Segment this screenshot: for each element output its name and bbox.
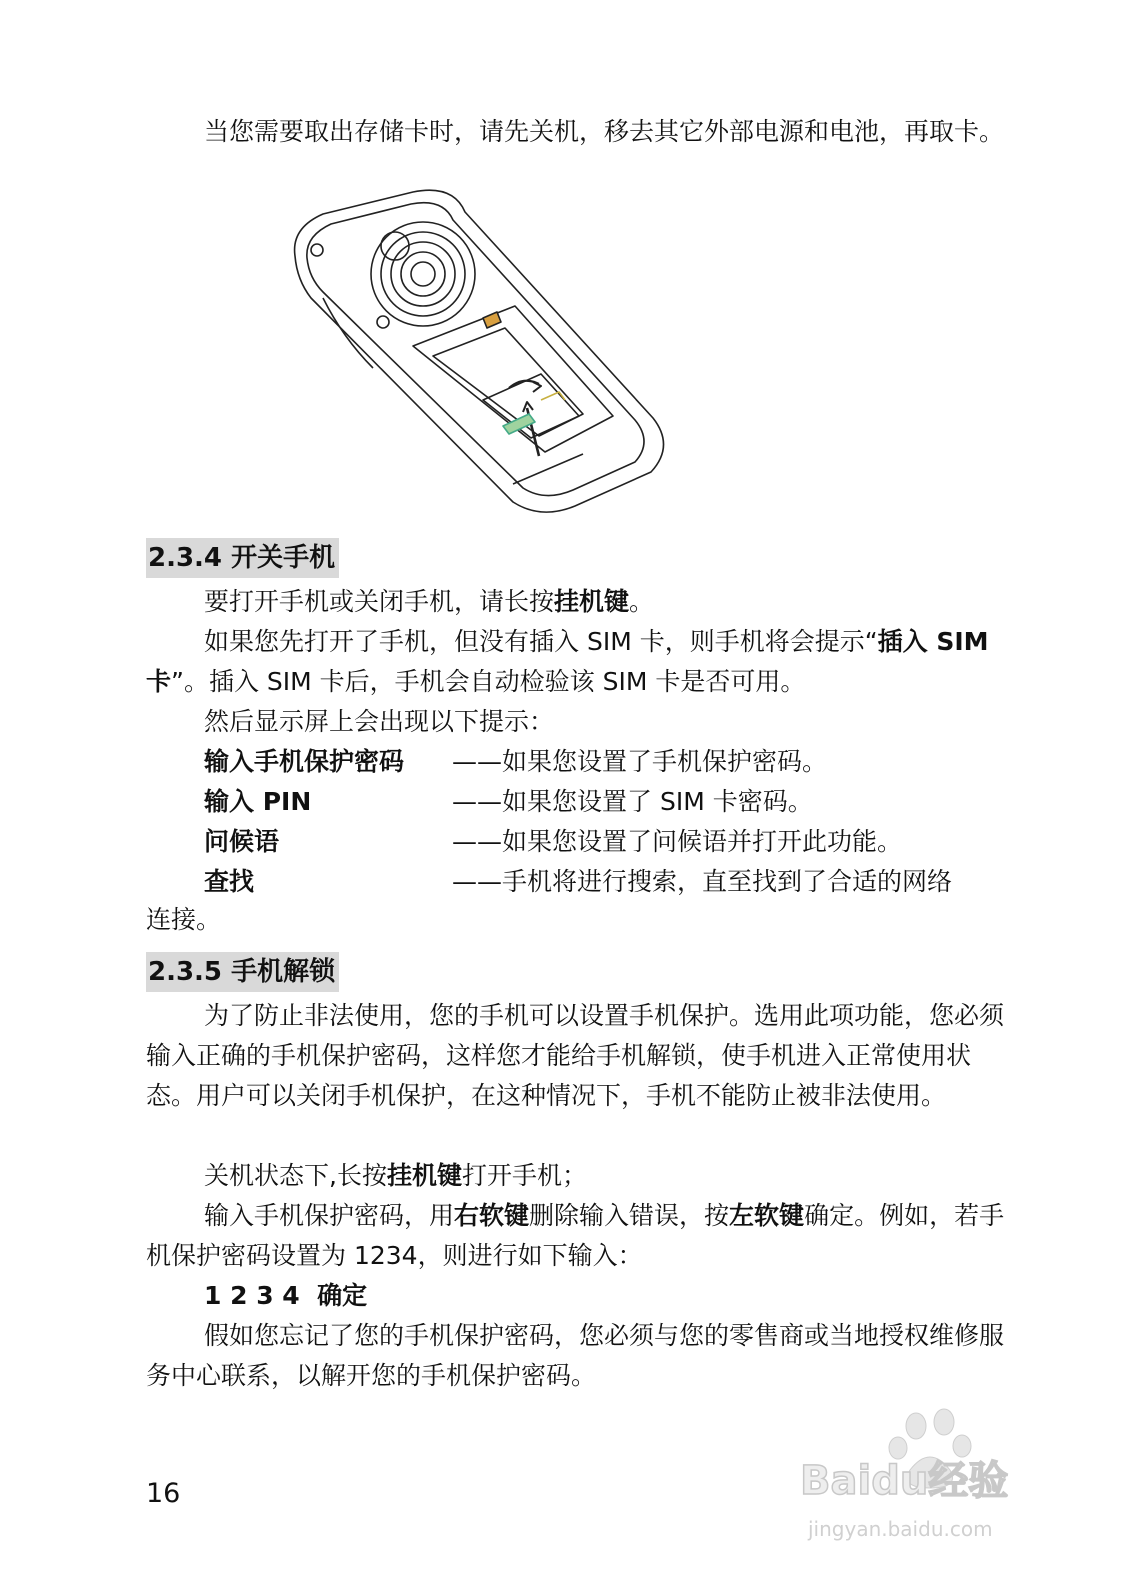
baidu-jingyan-watermark [800,1404,1060,1554]
left-soft-key-label: 左软键 [729,1201,805,1230]
prompt-row [204,782,813,822]
prompt-term: 问候语 [204,827,280,856]
example-input: 1 2 3 4 确定 [204,1281,368,1310]
prompt-desc: ——如果您设置了问候语并打开此功能。 [452,827,903,856]
power-paragraph [146,582,1012,622]
end-key-label: 挂机键 [554,587,630,616]
phone-sim-card-illustration [283,188,679,520]
prompt-row [204,822,902,862]
prompt-desc: ——如果您设置了手机保护密码。 [452,747,828,776]
watermark-url: jingyan.baidu.com [808,1517,993,1541]
unlock-paragraph: 为了防止非法使用，您的手机可以设置手机保护。选用此项功能，您必须输入正确的手机保护密码，这样您才能给手机解锁，使手机进入正常使用状态。用户可以关闭手机保护，在这种情况下，手机不能防止被非法使用。 [146,1001,1005,1110]
prompt-intro: 然后显示屏上会出现以下提示： [204,707,555,736]
intro-paragraph: 当您需要取出存储卡时，请先关机，移去其它外部电源和电池，再取卡。 [204,117,1005,146]
prompt-term: 查找 [204,867,255,896]
text-segment: 。 [629,587,655,616]
text-segment: ”。插入 SIM 卡后，手机会自动检验该 SIM 卡是否可用。 [171,667,806,696]
prompt-desc: ——手机将进行搜索，直至找到了合适的网络 [452,867,953,896]
prompt-row [204,742,827,782]
text-segment: 打开手机； [461,1161,587,1190]
end-key-label: 挂机键 [386,1161,462,1190]
page-number: 16 [146,1478,181,1509]
prompt-desc: ——如果您设置了 SIM 卡密码。 [452,787,813,816]
section-heading-2-3-5: 2.3.5 手机解锁 [146,952,339,992]
text-segment: 删除输入错误，按 [529,1201,730,1230]
text-segment: 如果您先打开了手机，但没有插入 SIM 卡，则手机将会提示“ [204,627,878,656]
text-segment: 关机状态下,长按 [204,1161,387,1190]
text-segment: 输入手机保护密码，用 [204,1201,455,1230]
prompt-term: 输入 PIN [204,787,312,816]
password-paragraph [146,1196,1012,1276]
forgot-password-paragraph: 假如您忘记了您的手机保护密码，您必须与您的零售商或当地授权维修服务中心联系，以解开您的手机保护密码。 [146,1321,1005,1390]
prompt-continuation: 连接。 [146,905,222,934]
section-heading-2-3-4: 2.3.4 开关手机 [146,538,339,578]
watermark-logo: Baidu经验 [800,1458,1009,1504]
sim-paragraph [146,622,1012,702]
insert-sim-label: 插入 SIM 卡 [146,627,989,696]
right-soft-key-label: 右软键 [454,1201,530,1230]
prompt-row [204,862,952,902]
prompt-term: 输入手机保护密码 [204,747,405,776]
text-segment: 要打开手机或关闭手机，请长按 [204,587,555,616]
power-on-paragraph [146,1156,1012,1196]
text-segment: 确定。例如，若手机保护密码设置为 1234，则进行如下输入： [146,1201,1005,1270]
